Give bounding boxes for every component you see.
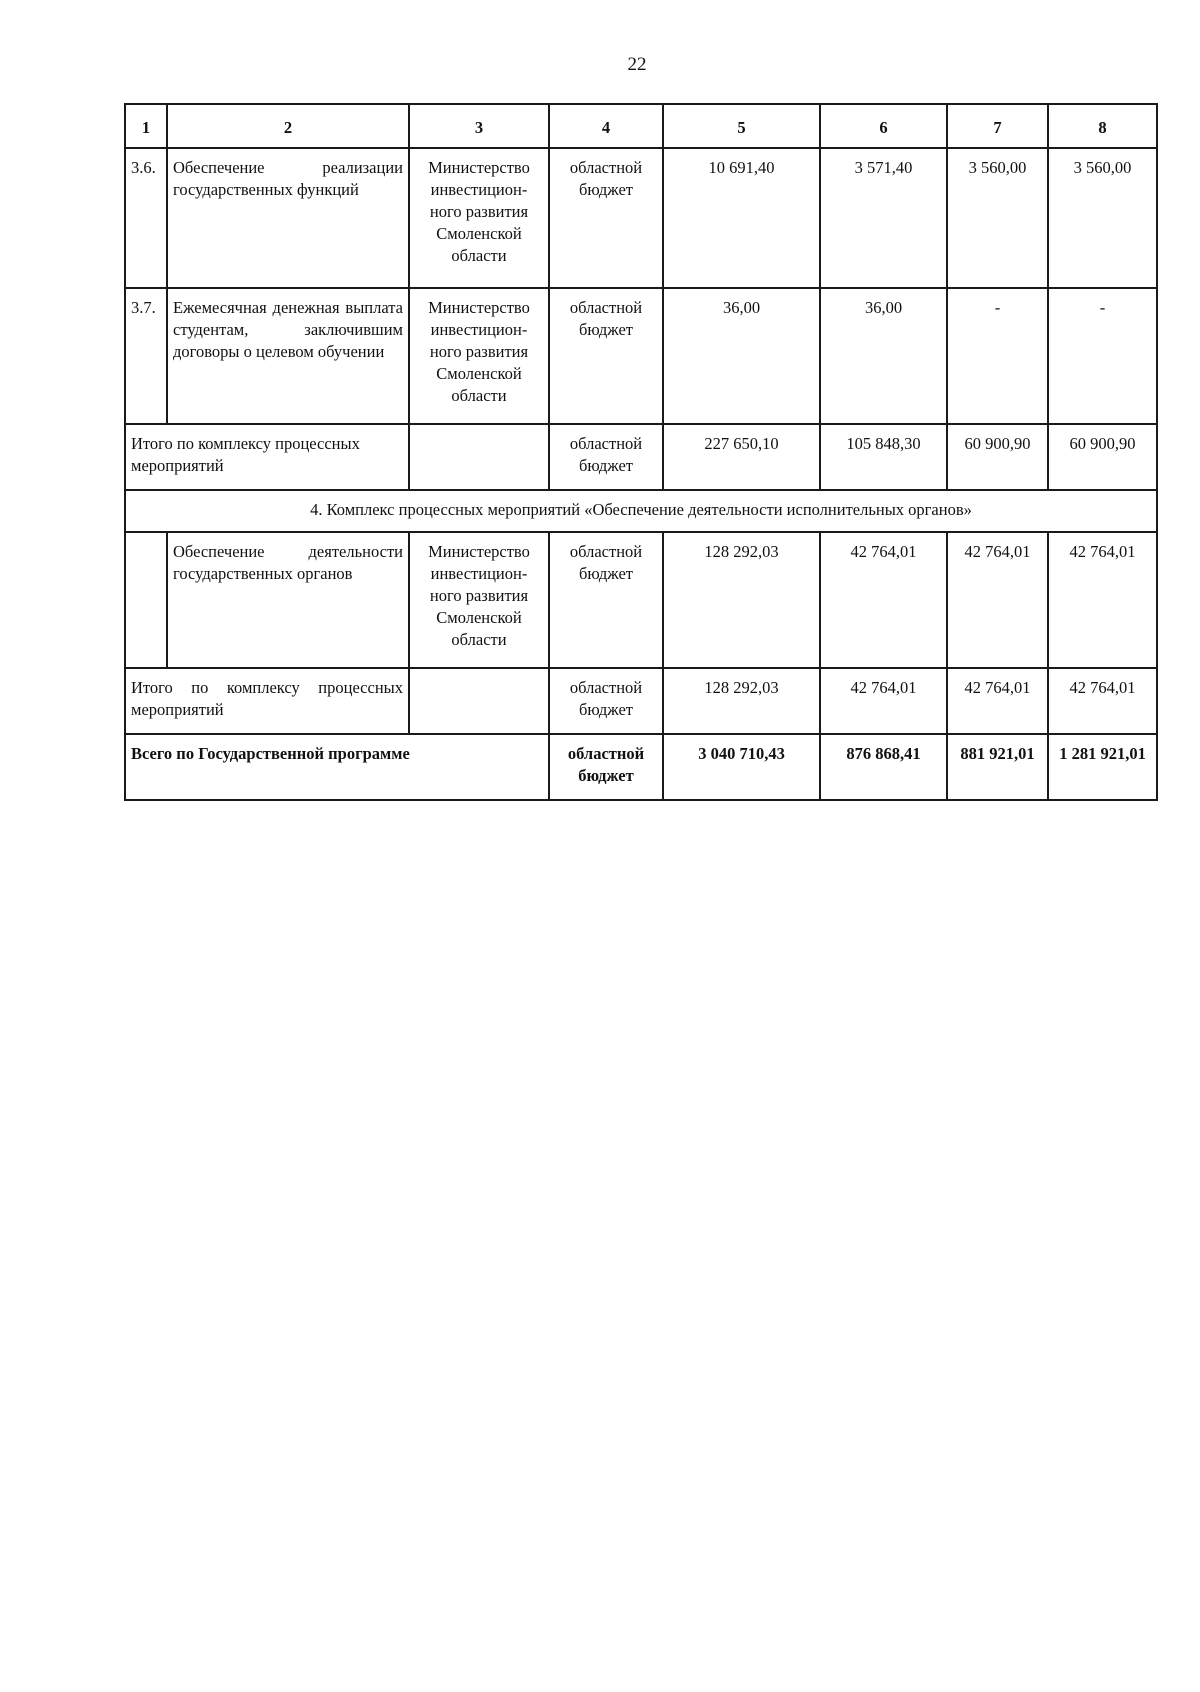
value-col-8: 1 281 921,01 — [1048, 734, 1157, 800]
value-col-6: 876 868,41 — [820, 734, 947, 800]
funding-source: областной бюджет — [549, 734, 663, 800]
value-col-7: 60 900,90 — [947, 424, 1048, 490]
value-col-5: 227 650,10 — [663, 424, 820, 490]
funding-source: областной бюджет — [549, 532, 663, 668]
table-header-row — [125, 104, 1157, 148]
executor: Министерство инвестицион-ного развития Смоленской области — [409, 148, 549, 288]
activity-name: Обеспечение деятельности государственных органов — [167, 532, 409, 668]
executor: Министерство инвестицион-ного развития Смоленской области — [409, 532, 549, 668]
funding-source: областной бюджет — [549, 424, 663, 490]
empty-cell — [409, 668, 549, 734]
value-col-7: 42 764,01 — [947, 532, 1048, 668]
value-col-5: 3 040 710,43 — [663, 734, 820, 800]
value-col-8: 60 900,90 — [1048, 424, 1157, 490]
value-col-6: 36,00 — [820, 288, 947, 424]
activity-name: Ежемесячная денежная выплата студентам, заключившим договоры о целевом обучении — [167, 288, 409, 424]
executor: Министерство инвестицион-ного развития Смоленской области — [409, 288, 549, 424]
column-header-7: 7 — [947, 104, 1048, 148]
empty-cell — [409, 424, 549, 490]
value-col-8: 42 764,01 — [1048, 668, 1157, 734]
grand-total-label: Всего по Государственной программе — [125, 734, 549, 800]
value-col-6: 105 848,30 — [820, 424, 947, 490]
value-col-8: 3 560,00 — [1048, 148, 1157, 288]
column-header-1: 1 — [125, 104, 167, 148]
table-row — [125, 532, 1157, 668]
section-4-title: 4. Комплекс процессных мероприятий «Обеспечение деятельности исполнительных органов» — [125, 490, 1157, 532]
budget-table — [124, 103, 1158, 801]
table-row — [125, 148, 1157, 288]
column-header-8: 8 — [1048, 104, 1157, 148]
value-col-5: 128 292,03 — [663, 668, 820, 734]
column-header-2: 2 — [167, 104, 409, 148]
value-col-7: 881 921,01 — [947, 734, 1048, 800]
grand-total-row — [125, 734, 1157, 800]
value-col-6: 42 764,01 — [820, 532, 947, 668]
column-header-5: 5 — [663, 104, 820, 148]
value-col-6: 3 571,40 — [820, 148, 947, 288]
column-header-6: 6 — [820, 104, 947, 148]
value-col-7: 3 560,00 — [947, 148, 1048, 288]
total-label: Итого по комплексу процессных мероприятий — [125, 424, 409, 490]
total-label: Итого по комплексу процессных мероприятий — [125, 668, 409, 734]
value-col-5: 128 292,03 — [663, 532, 820, 668]
row-number — [125, 532, 167, 668]
section-heading-row — [125, 490, 1157, 532]
funding-source: областной бюджет — [549, 288, 663, 424]
total-row-complex-3 — [125, 424, 1157, 490]
table-row — [125, 288, 1157, 424]
value-col-8: - — [1048, 288, 1157, 424]
funding-source: областной бюджет — [549, 668, 663, 734]
value-col-5: 36,00 — [663, 288, 820, 424]
row-number: 3.6. — [125, 148, 167, 288]
value-col-5: 10 691,40 — [663, 148, 820, 288]
column-header-4: 4 — [549, 104, 663, 148]
row-number: 3.7. — [125, 288, 167, 424]
page-number: 22 — [627, 54, 647, 75]
total-row-complex-4 — [125, 668, 1157, 734]
column-header-3: 3 — [409, 104, 549, 148]
funding-source: областной бюджет — [549, 148, 663, 288]
value-col-6: 42 764,01 — [820, 668, 947, 734]
value-col-8: 42 764,01 — [1048, 532, 1157, 668]
activity-name: Обеспечение реализации государственных функций — [167, 148, 409, 288]
value-col-7: 42 764,01 — [947, 668, 1048, 734]
value-col-7: - — [947, 288, 1048, 424]
